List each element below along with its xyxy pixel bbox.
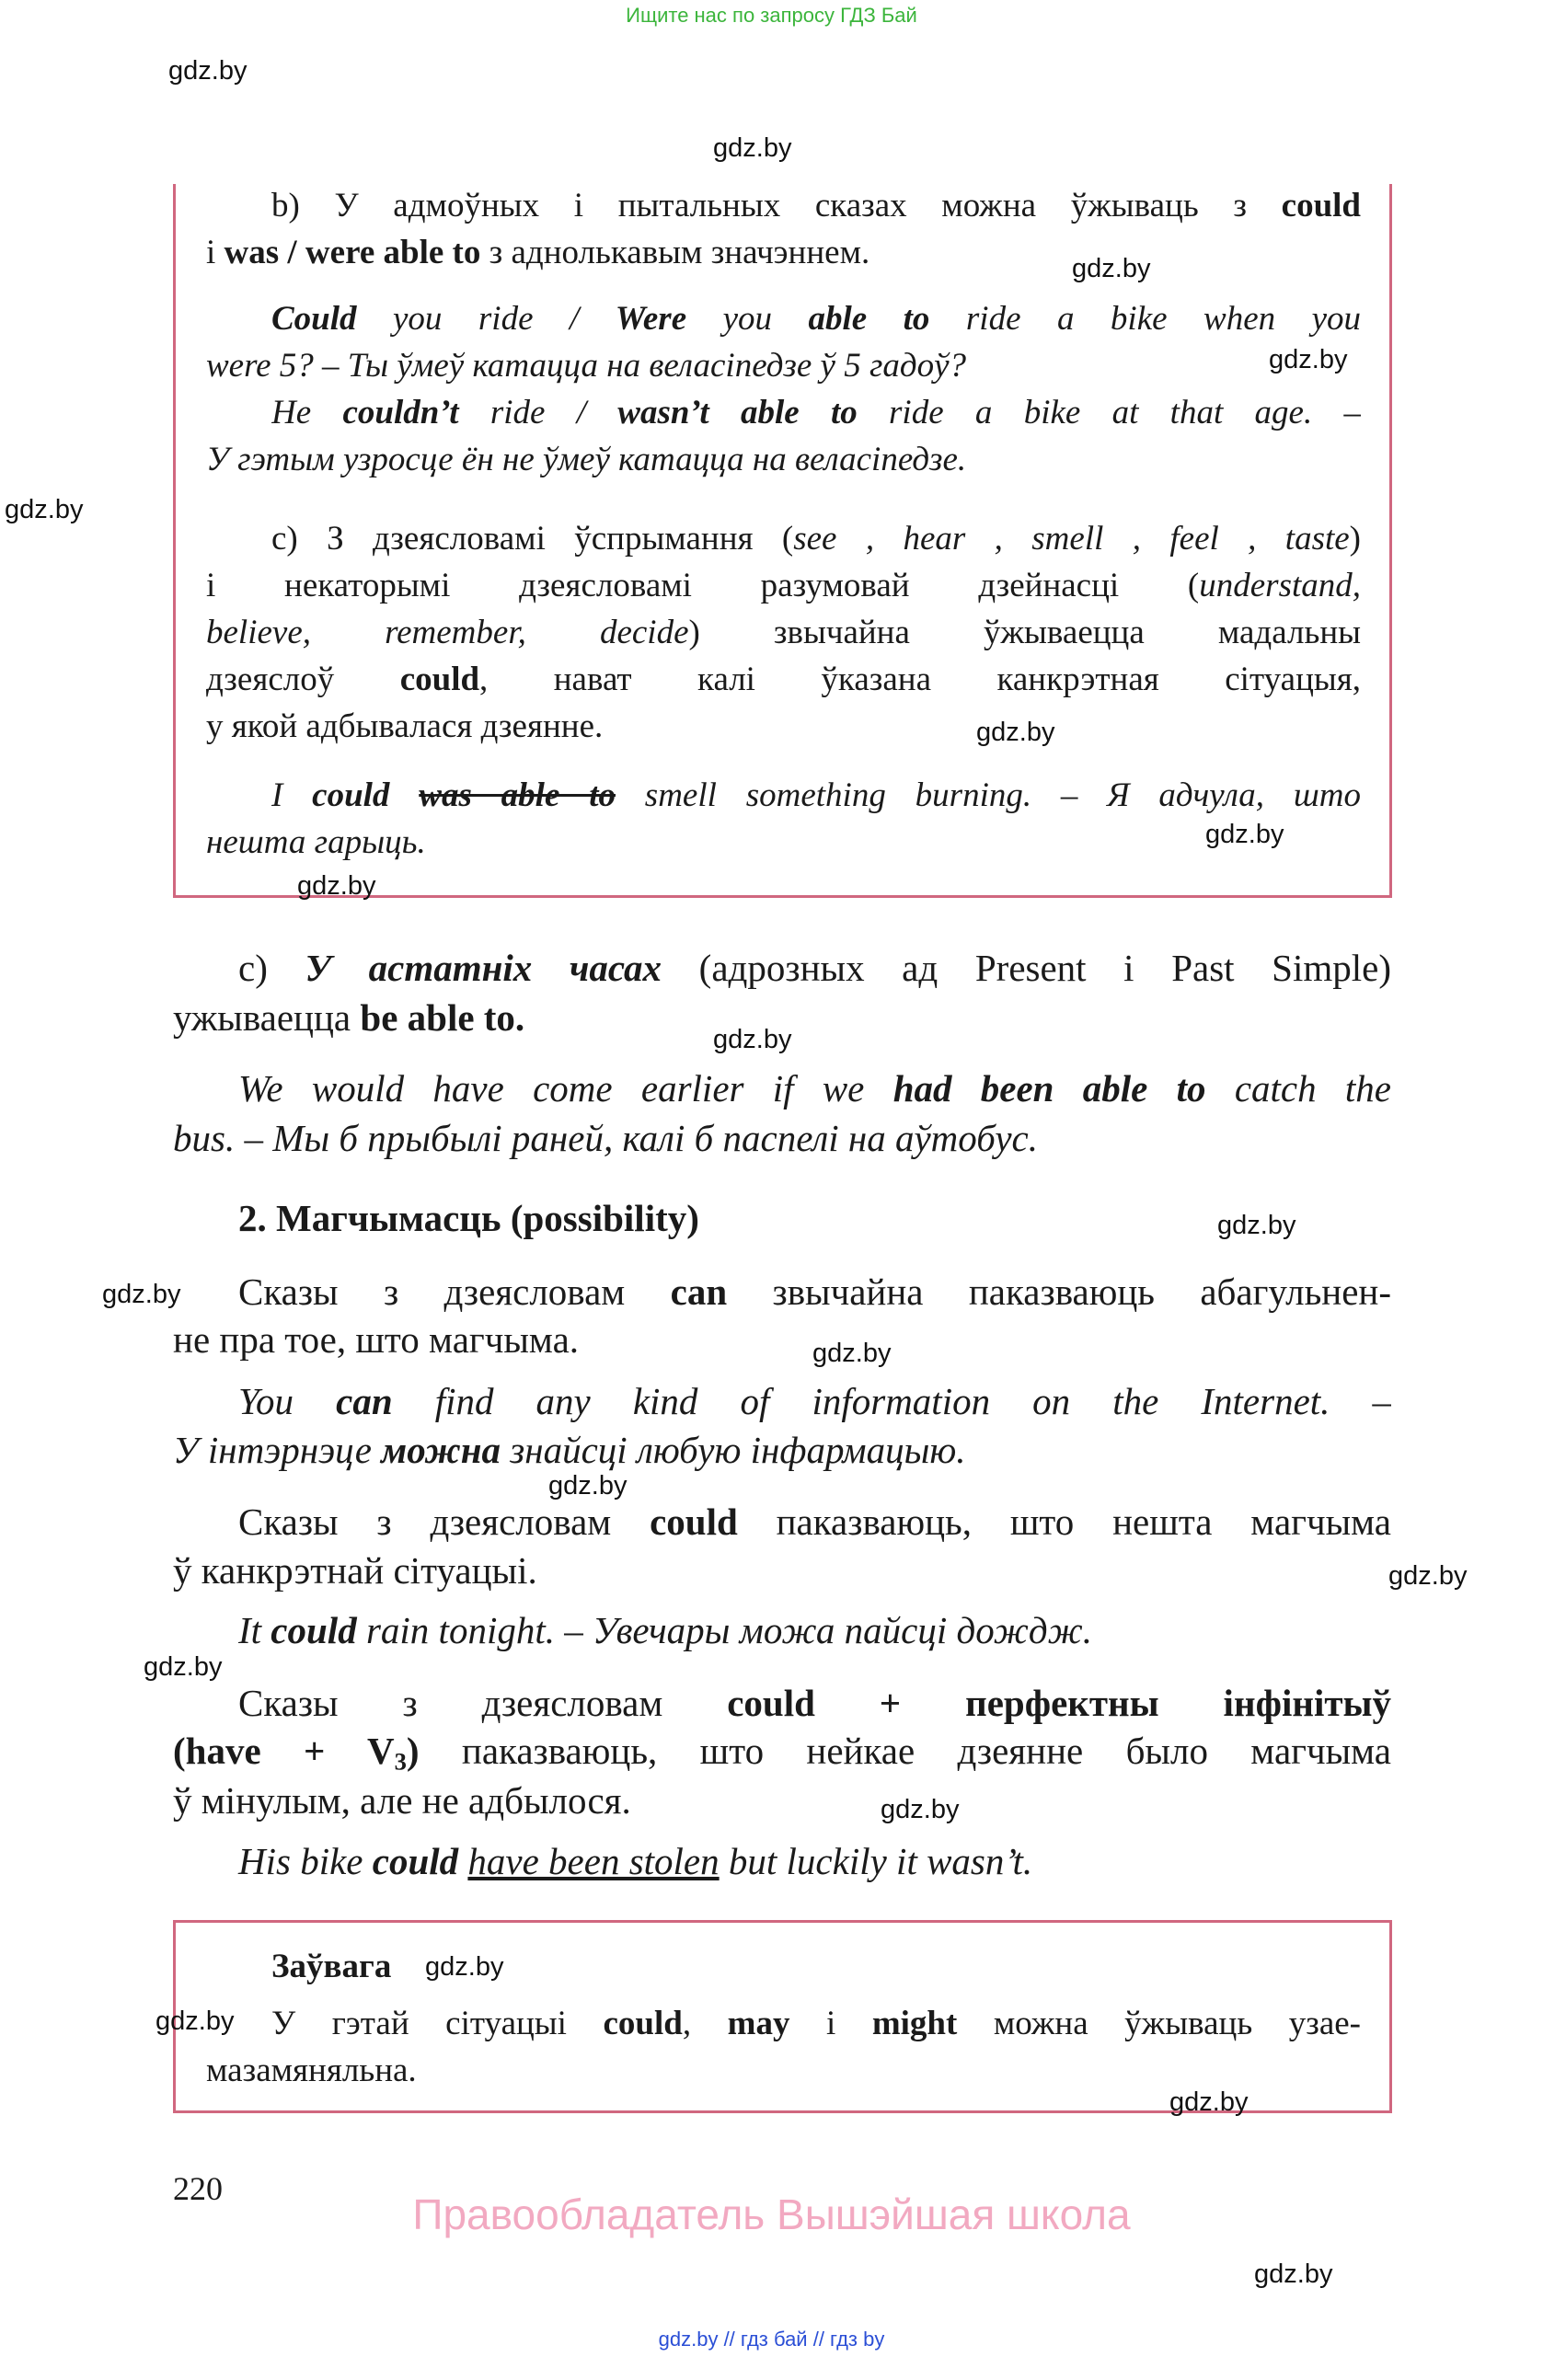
rights-holder-watermark: Правообладатель Вышэйшая школа — [412, 2190, 1131, 2238]
text-segment: (адрозных ад Present і Past Simple) — [662, 947, 1391, 989]
text-segment: паказваюць, што нейкае дзеянне было магчыма — [419, 1730, 1391, 1772]
text-line — [238, 1195, 699, 1241]
text-segment: was / were able to — [224, 234, 481, 271]
text-segment: were 5? – Ты ўмеў катацца на веласіпедзе ў 5 гадоў? — [206, 347, 967, 385]
gdz-watermark: gdz.by — [881, 1795, 960, 1824]
text-line — [206, 230, 869, 276]
text-line — [271, 296, 1361, 342]
text-segment: could — [1281, 187, 1361, 224]
text-line — [206, 343, 966, 389]
text-segment: ) — [1349, 520, 1361, 558]
text-segment: 2. Магчымасць (possibility) — [238, 1197, 699, 1239]
text-segment: find any kind of information on the Internet. – — [392, 1380, 1391, 1422]
gdz-watermark: gdz.by — [1072, 254, 1151, 283]
text-segment: was able to — [419, 776, 616, 814]
gdz-watermark: gdz.by — [812, 1339, 892, 1368]
text-segment: і — [789, 2005, 872, 2042]
text-line — [271, 1944, 391, 1990]
text-segment: You — [238, 1380, 337, 1422]
text-line — [173, 1316, 579, 1362]
text-line — [238, 1499, 1391, 1545]
text-segment: can — [670, 1270, 728, 1313]
text-segment: У інтэрнэце — [173, 1429, 382, 1471]
text-segment: ў канкрэтнай сітуацыі. — [173, 1549, 537, 1592]
text-segment: I — [271, 776, 313, 814]
text-segment: ride a bike when you — [929, 300, 1361, 338]
text-segment: ў мінулым, але не адбылося. — [173, 1779, 631, 1822]
text-segment: звычайна паказваюць абагульнен- — [727, 1270, 1391, 1313]
text-segment: с) З дзеясловамі ўспрымання ( — [271, 520, 794, 558]
header-search-note: Ищите нас по запросу ГДЗ Бай — [626, 4, 917, 27]
text-line — [271, 773, 1361, 819]
gdz-watermark: gdz.by — [144, 1652, 223, 1682]
text-segment: , нават калі ўказана канкрэтная сітуацыя, — [479, 661, 1361, 698]
text-segment: знайсці любую інфармацыю. — [501, 1429, 966, 1471]
text-segment: b) У адмоўных і пытальных сказах можна ўжываць з — [271, 187, 1282, 224]
text-segment: It — [238, 1609, 271, 1651]
text-line — [271, 390, 1361, 436]
text-segment: could + перфектны інфінітыў — [727, 1682, 1391, 1724]
text-segment: дзеяслоў — [206, 661, 400, 698]
gdz-watermark: gdz.by — [713, 1025, 792, 1054]
text-line — [206, 704, 603, 750]
text-segment: rain tonight. – Увечары можа пайсці дождж. — [356, 1609, 1092, 1651]
text-segment: паказваюць, што нешта магчыма — [737, 1500, 1391, 1543]
text-segment: His bike — [238, 1840, 373, 1882]
text-segment: У гэтай сітуацыі — [271, 2005, 604, 2042]
text-segment: could — [603, 2005, 683, 2042]
gdz-watermark: gdz.by — [1205, 820, 1284, 849]
text-segment: understand, — [1199, 567, 1361, 604]
text-line — [238, 1269, 1391, 1315]
text-line — [271, 516, 1361, 562]
text-segment: could — [271, 1609, 357, 1651]
text-segment: be able to. — [360, 996, 525, 1039]
text-segment: мазамяняльна. — [206, 2052, 417, 2089]
text-segment: ride a bike at that age. – — [857, 394, 1361, 431]
text-line — [173, 1728, 1391, 1774]
text-segment: ) — [406, 1730, 420, 1772]
text-segment: , — [682, 2005, 728, 2042]
gdz-watermark: gdz.by — [168, 56, 248, 86]
text-segment: ) звычайна ўжываецца мадальны — [688, 614, 1361, 651]
text-segment: believe, remember, decide — [206, 614, 689, 651]
text-segment: could — [399, 661, 480, 698]
text-segment: couldn’t — [342, 394, 459, 431]
text-segment: можна — [381, 1429, 501, 1471]
gdz-watermark: gdz.by — [102, 1280, 181, 1309]
text-segment: wasn’t able to — [617, 394, 858, 431]
text-segment: have been stolen — [467, 1840, 720, 1882]
text-segment: could — [312, 776, 390, 814]
text-line — [173, 1547, 537, 1593]
text-segment: Сказы з дзеясловам — [238, 1682, 728, 1724]
text-segment: you — [686, 300, 809, 338]
text-segment: Could — [271, 300, 357, 338]
text-segment: could — [372, 1840, 459, 1882]
text-segment: ужываецца — [173, 996, 361, 1039]
gdz-watermark: gdz.by — [1217, 1211, 1296, 1240]
text-line — [206, 820, 426, 866]
text-line — [206, 610, 1361, 656]
text-segment: smell something burning. – Я адчула, што — [615, 776, 1361, 814]
text-segment: He — [271, 394, 343, 431]
gdz-watermark: gdz.by — [1254, 2259, 1333, 2289]
gdz-watermark: gdz.by — [1388, 1561, 1468, 1591]
text-segment: Сказы з дзеясловам — [238, 1500, 651, 1543]
text-segment: с) — [238, 947, 305, 989]
text-line — [206, 437, 966, 483]
text-line — [173, 1777, 631, 1823]
text-segment: Were — [615, 300, 687, 338]
text-segment: У гэтым узросце ён не ўмеў катацца на веласіпедзе. — [206, 441, 967, 478]
text-segment: з аднолькавым значэннем. — [480, 234, 870, 271]
gdz-watermark: gdz.by — [976, 718, 1055, 747]
page-number: 220 — [173, 2170, 223, 2207]
text-segment: і некаторымі дзеясловамі разумовай дзейнасці ( — [206, 567, 1200, 604]
text-segment: had been able to — [892, 1067, 1206, 1110]
text-line — [206, 657, 1361, 703]
text-segment: but luckily it wasn’t. — [719, 1840, 1033, 1882]
text-segment — [389, 776, 419, 814]
text-line — [271, 183, 1361, 229]
gdz-watermark: gdz.by — [1269, 345, 1348, 374]
text-segment: could — [650, 1500, 738, 1543]
text-segment: might — [871, 2005, 958, 2042]
text-segment: Сказы з дзеясловам — [238, 1270, 671, 1313]
text-line — [206, 563, 1361, 609]
gdz-watermark: gdz.by — [5, 495, 84, 524]
text-line — [173, 1427, 966, 1473]
text-line — [206, 2048, 417, 2094]
text-line — [238, 1065, 1391, 1111]
text-segment: We would have come earlier if we — [238, 1067, 893, 1110]
text-line — [238, 1838, 1032, 1884]
text-line — [271, 2001, 1361, 2047]
text-segment: у якой адбывалася дзеянне. — [206, 707, 604, 745]
gdz-watermark: gdz.by — [155, 2006, 235, 2036]
gdz-watermark: gdz.by — [425, 1952, 504, 1982]
text-segment: нешта гарыць. — [206, 823, 426, 861]
text-line — [238, 1680, 1391, 1726]
gdz-watermark: gdz.by — [548, 1471, 628, 1500]
text-line — [238, 1607, 1092, 1653]
text-segment: ride / — [458, 394, 618, 431]
text-segment: У астатніх часах — [305, 947, 662, 989]
text-line — [173, 1115, 1038, 1161]
gdz-watermark: gdz.by — [713, 133, 792, 163]
text-segment: able to — [808, 300, 930, 338]
text-segment: can — [336, 1380, 393, 1422]
text-segment: may — [727, 2005, 790, 2042]
text-line — [238, 1378, 1391, 1424]
text-segment — [458, 1840, 467, 1882]
text-segment: 3 — [394, 1747, 407, 1774]
text-line — [238, 945, 1391, 991]
text-line — [173, 995, 524, 1041]
gdz-watermark: gdz.by — [297, 871, 376, 901]
gdz-watermark: gdz.by — [1169, 2087, 1249, 2117]
footer-links[interactable]: gdz.by // гдз бай // гдз by — [658, 2328, 885, 2351]
text-segment: catch the — [1205, 1067, 1391, 1110]
text-segment: можна ўжываць узае- — [957, 2005, 1361, 2042]
text-segment: і — [206, 234, 225, 271]
text-segment: (have + V — [173, 1730, 395, 1772]
text-segment: Заўвага — [271, 1948, 392, 1985]
text-segment: не пра тое, што магчыма. — [173, 1318, 580, 1361]
text-segment: see , hear , smell , feel , taste — [793, 520, 1350, 558]
text-segment: you ride / — [356, 300, 616, 338]
text-segment: bus. – Мы б прыбылі раней, калі б паспелі на аўтобус. — [173, 1117, 1038, 1159]
